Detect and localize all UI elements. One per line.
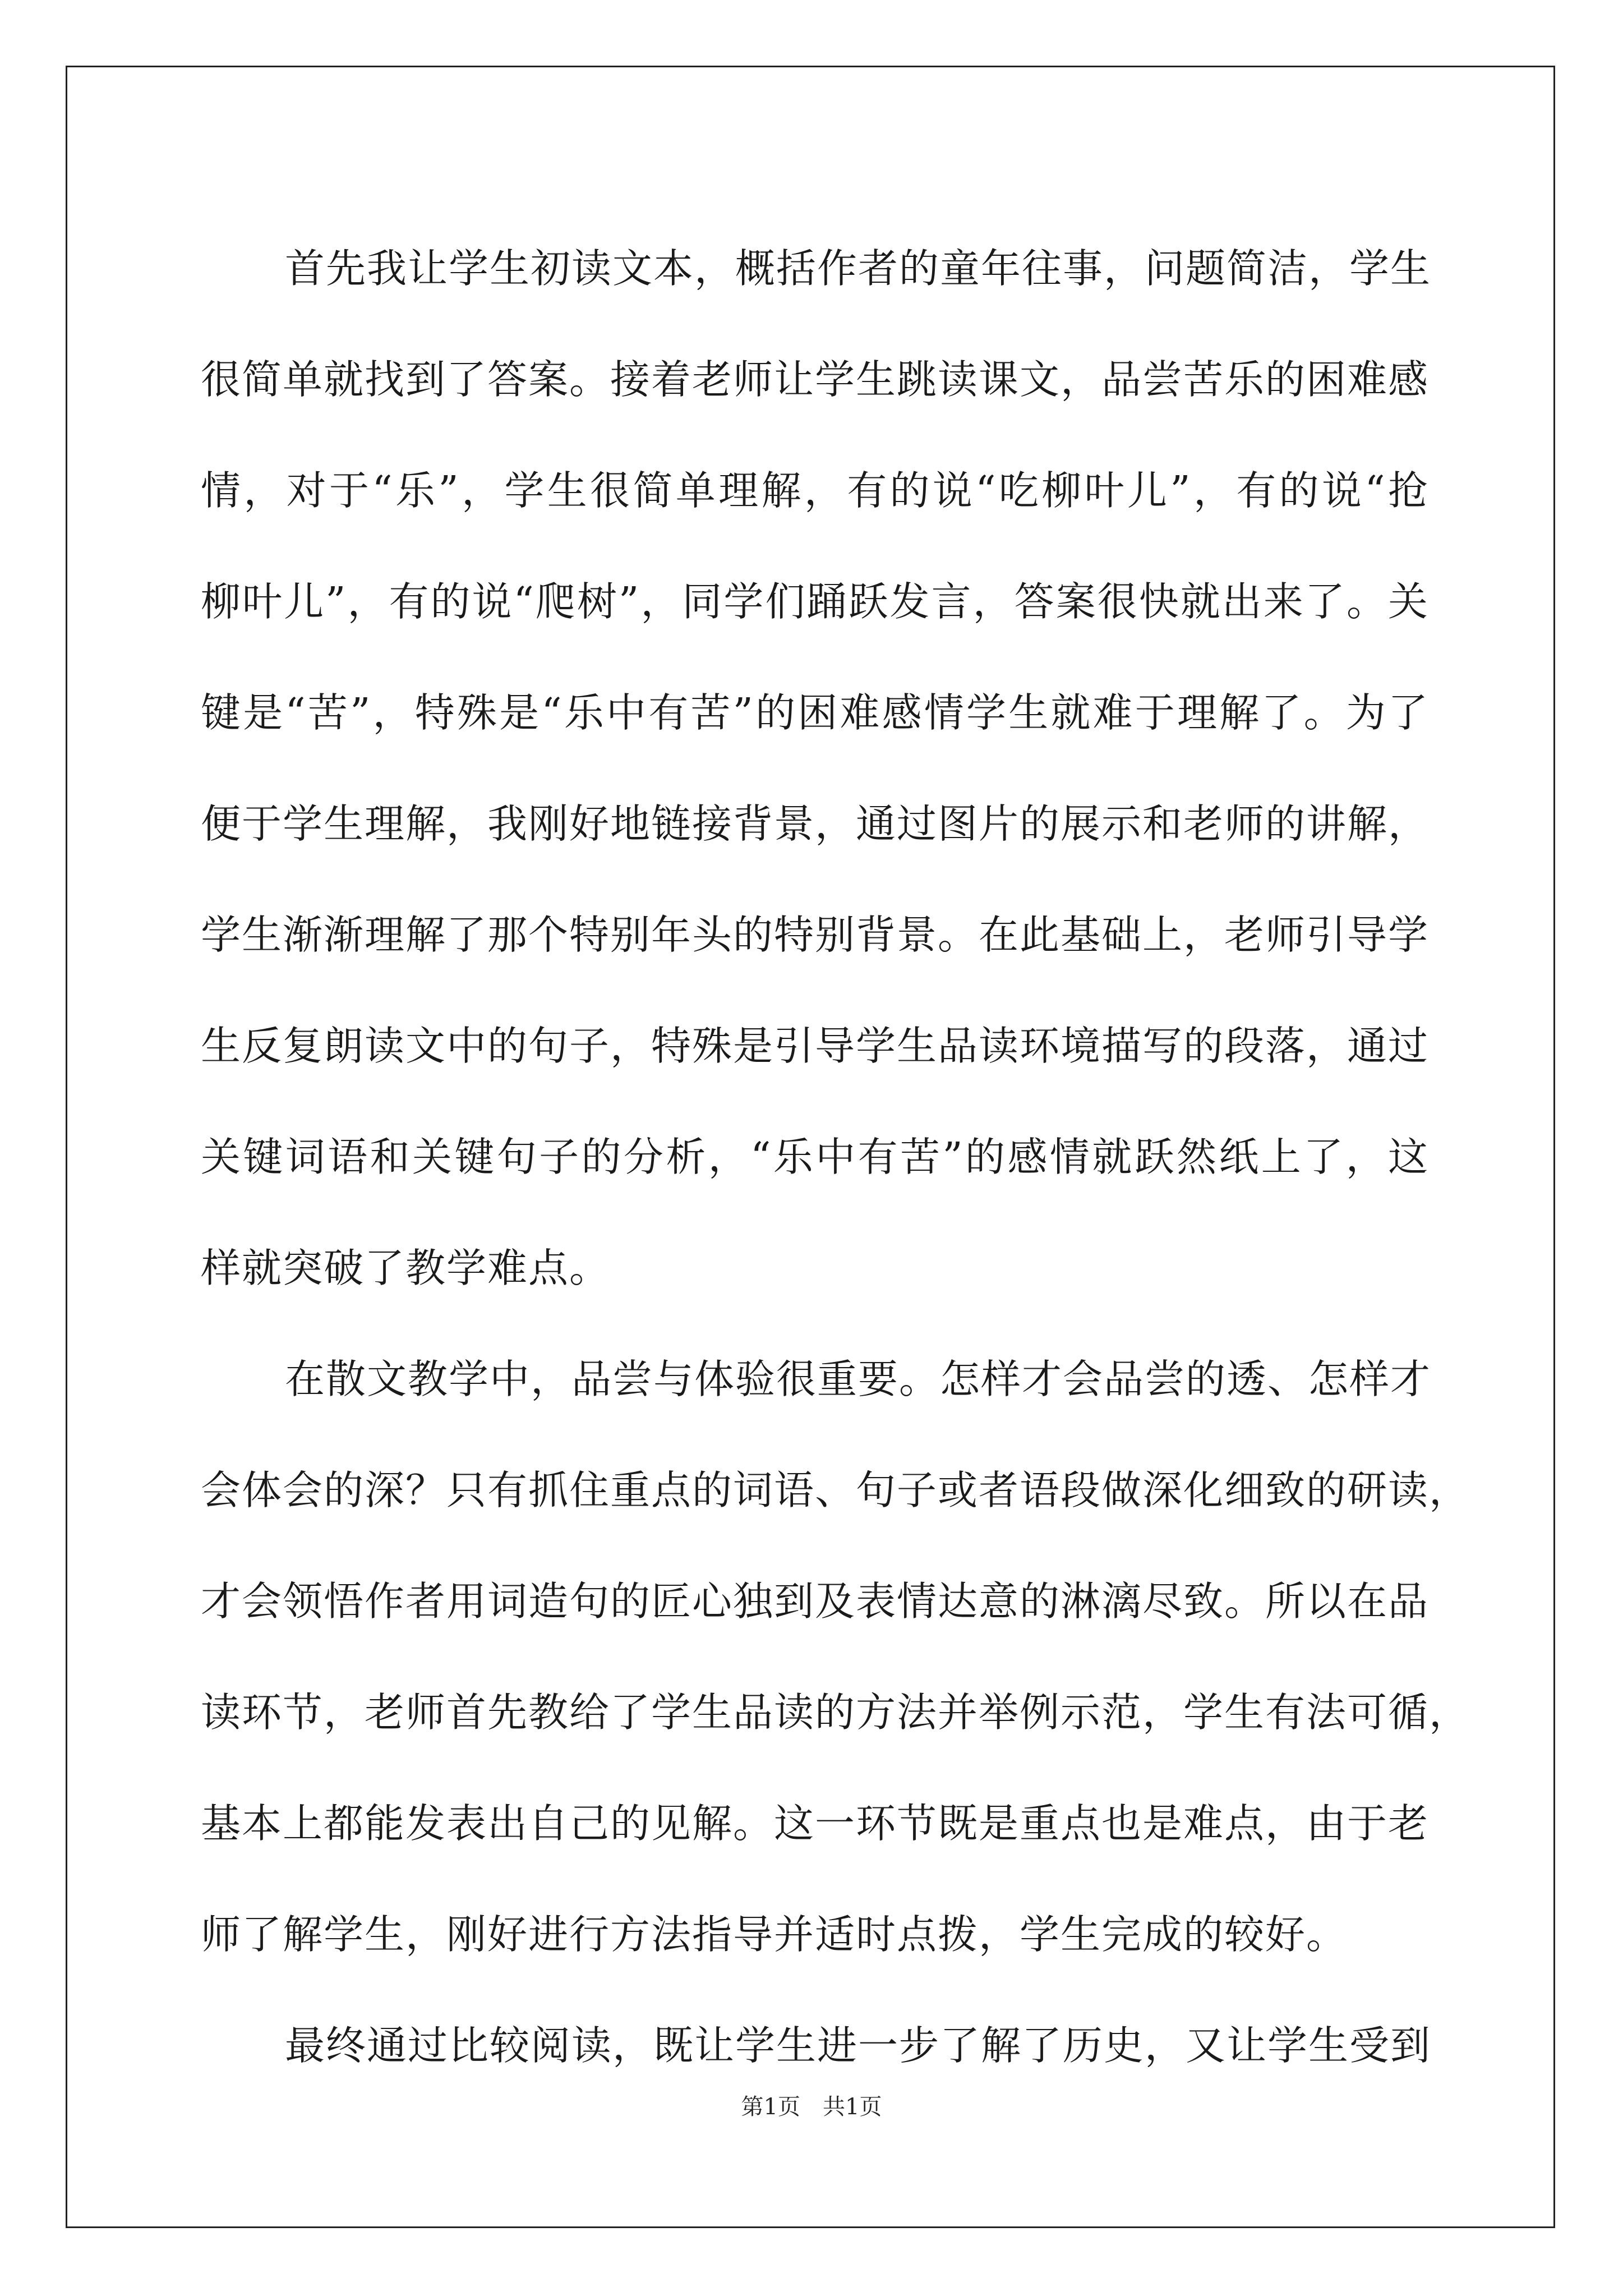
paragraph-1-line-4: 柳叶儿”，有的说“爬树”，同学们踊跃发言，答案很快就出来了。关 xyxy=(201,578,1429,625)
page-footer xyxy=(0,2089,1623,2121)
paragraph-2-line-3: 才会领悟作者用词造句的匠心独到及表情达意的淋漓尽致。所以在品 xyxy=(201,1578,1430,1625)
paragraph-2-line-2: 会体会的深？只有抓住重点的词语、句子或者语段做深化细致的研读， xyxy=(201,1467,1470,1513)
paragraph-1-line-8: 生反复朗读文中的句子，特殊是引导学生品读环境描写的段落，通过 xyxy=(201,1023,1430,1069)
paragraph-2-line-6: 师了解学生，刚好进行方法指导并适时点拨，学生完成的较好。 xyxy=(201,1911,1348,1958)
paragraph-1-line-2: 很简单就找到了答案。接着老师让学生跳读课文，品尝苦乐的困难感 xyxy=(201,356,1430,403)
paragraph-1-line-10: 样就突破了教学难点。 xyxy=(201,1245,611,1291)
paragraph-2-line-5: 基本上都能发表出自己的见解。这一环节既是重点也是难点，由于老 xyxy=(201,1800,1430,1847)
page-number-total: 共1页 xyxy=(823,2094,882,2120)
page-number-current: 第1页 xyxy=(741,2094,800,2120)
paragraph-1-line-6: 便于学生理解，我刚好地链接背景，通过图片的展示和老师的讲解， xyxy=(201,800,1430,847)
paragraph-3-line-1: 最终通过比较阅读，既让学生进一步了解了历史，又让学生受到 xyxy=(285,2022,1432,2069)
paragraph-1-line-3: 情，对于“乐”，学生很简单理解，有的说“吃柳叶儿”，有的说“抢 xyxy=(201,467,1429,514)
paragraph-1-line-5: 键是“苦”，特殊是“乐中有苦”的困难感情学生就难于理解了。为了 xyxy=(201,689,1429,736)
paragraph-2-line-1: 在散文教学中，品尝与体验很重要。怎样才会品尝的透、怎样才 xyxy=(285,1356,1432,1402)
paragraph-1-line-9: 关键词语和关键句子的分析，“乐中有苦”的感情就跃然纸上了，这 xyxy=(201,1134,1429,1180)
paragraph-2-line-4: 读环节，老师首先教给了学生品读的方法并举例示范，学生有法可循， xyxy=(201,1689,1470,1736)
paragraph-1-line-7: 学生渐渐理解了那个特别年头的特别背景。在此基础上，老师引导学 xyxy=(201,912,1430,958)
document-body xyxy=(201,213,1470,2101)
paragraph-1-line-1: 首先我让学生初读文本，概括作者的童年往事，问题简洁，学生 xyxy=(285,245,1432,292)
